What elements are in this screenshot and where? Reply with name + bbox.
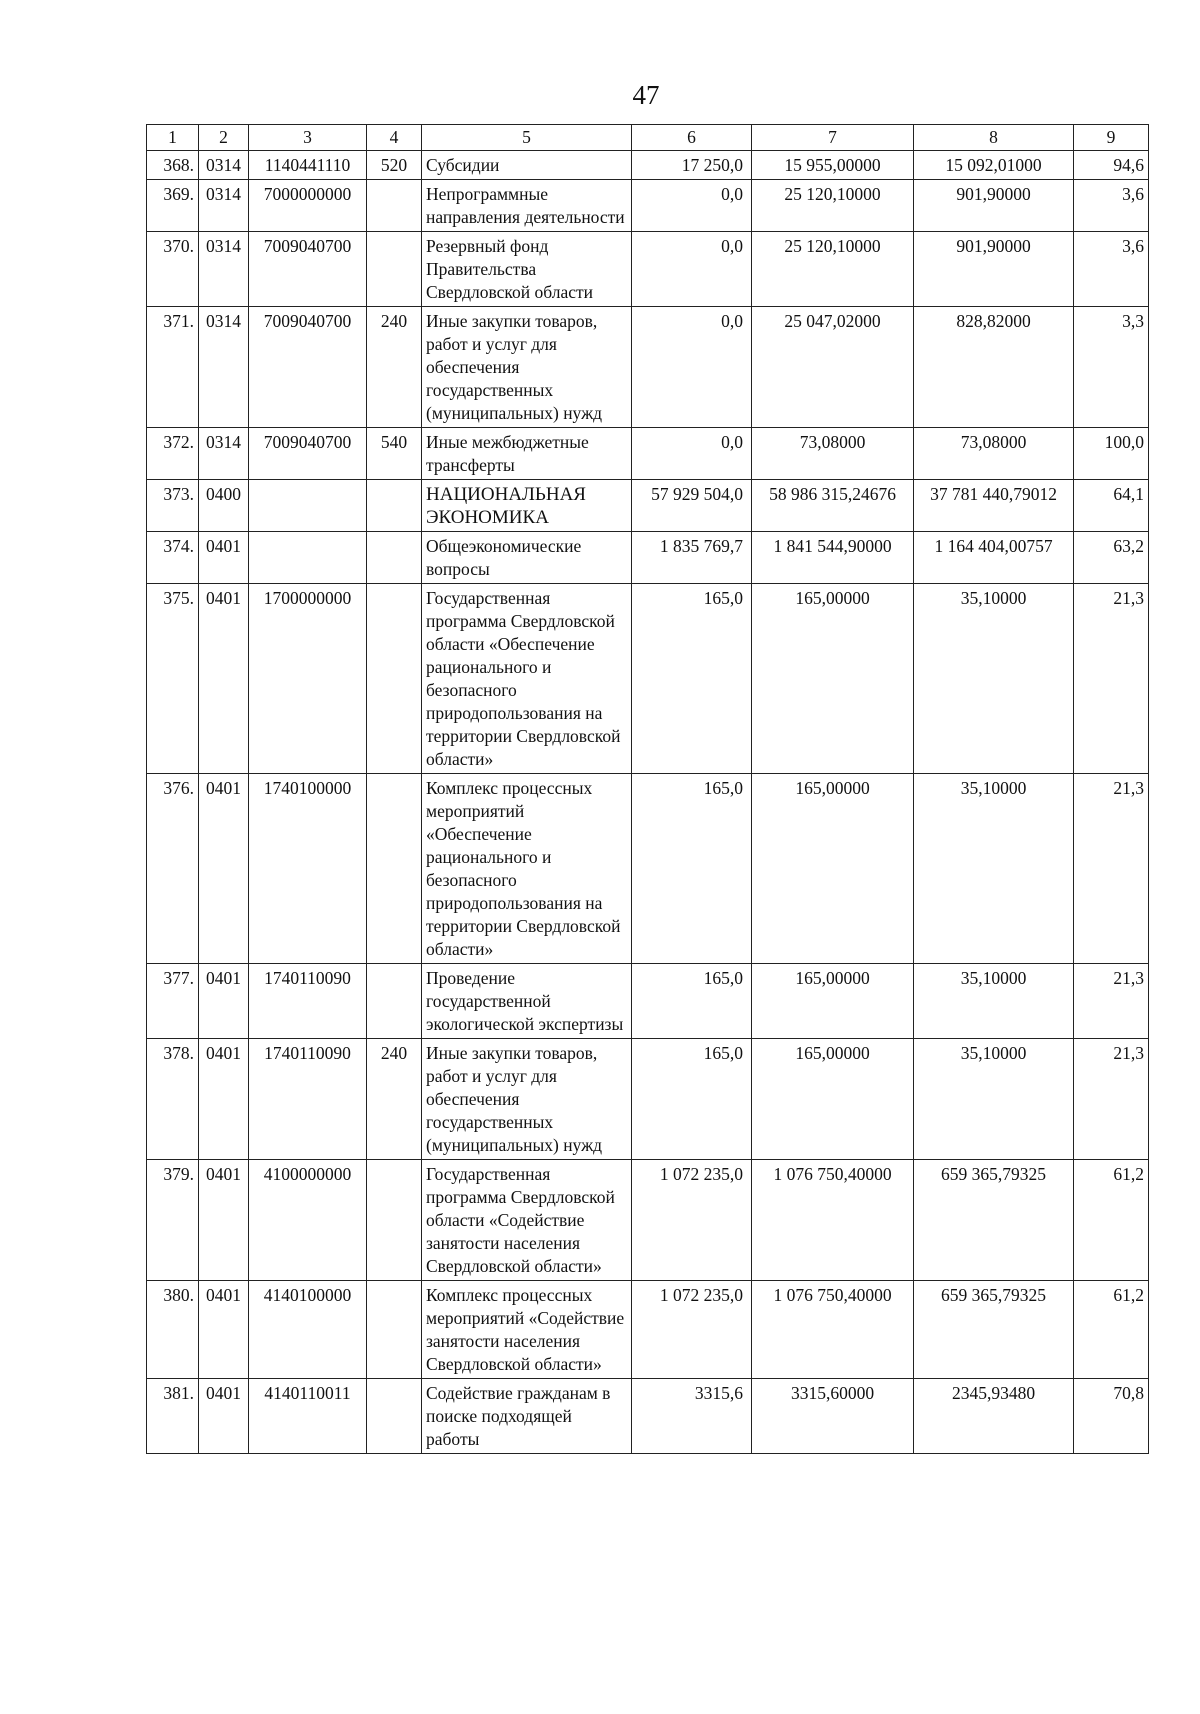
target-article-code-cell xyxy=(249,532,367,584)
execution-percent-cell: 21,3 xyxy=(1074,1039,1149,1160)
table-row xyxy=(147,232,1149,307)
table-row xyxy=(147,307,1149,428)
expense-type-code-cell xyxy=(367,1379,422,1454)
row-number-cell: 372. xyxy=(147,428,199,480)
table-row xyxy=(147,584,1149,774)
item-name-cell: Иные закупки товаров, работ и услуг для обеспечения государственных (муниципальных) нужд xyxy=(422,307,632,428)
revised-amount-cell: 165,00000 xyxy=(752,774,914,964)
section-code-cell: 0401 xyxy=(199,1379,249,1454)
row-number-cell: 380. xyxy=(147,1281,199,1379)
target-article-code-cell: 7009040700 xyxy=(249,307,367,428)
revised-amount-cell: 165,00000 xyxy=(752,964,914,1039)
revised-amount-cell: 73,08000 xyxy=(752,428,914,480)
table-row xyxy=(147,1039,1149,1160)
section-code-cell: 0401 xyxy=(199,532,249,584)
header-cell-4: 4 xyxy=(367,125,422,151)
revised-amount-cell: 25 120,10000 xyxy=(752,232,914,307)
expense-type-code-cell: 540 xyxy=(367,428,422,480)
executed-amount-cell: 73,08000 xyxy=(914,428,1074,480)
item-name-cell: Содействие гражданам в поиске подходящей работы xyxy=(422,1379,632,1454)
executed-amount-cell: 35,10000 xyxy=(914,1039,1074,1160)
table-row xyxy=(147,1281,1149,1379)
approved-amount-cell: 57 929 504,0 xyxy=(632,480,752,532)
item-name-cell: Государственная программа Свердловской области «Содействие занятости населения Свердловской области» xyxy=(422,1160,632,1281)
execution-percent-cell: 70,8 xyxy=(1074,1379,1149,1454)
item-name-cell: НАЦИОНАЛЬНАЯ ЭКОНОМИКА xyxy=(422,480,632,532)
item-name-cell: Проведение государственной экологической экспертизы xyxy=(422,964,632,1039)
expense-type-code-cell xyxy=(367,964,422,1039)
approved-amount-cell: 3315,6 xyxy=(632,1379,752,1454)
header-cell-6: 6 xyxy=(632,125,752,151)
execution-percent-cell: 3,6 xyxy=(1074,180,1149,232)
table-row xyxy=(147,532,1149,584)
target-article-code-cell: 1700000000 xyxy=(249,584,367,774)
execution-percent-cell: 61,2 xyxy=(1074,1160,1149,1281)
expense-type-code-cell: 520 xyxy=(367,151,422,180)
approved-amount-cell: 165,0 xyxy=(632,964,752,1039)
table-row xyxy=(147,1160,1149,1281)
revised-amount-cell: 25 120,10000 xyxy=(752,180,914,232)
row-number-cell: 379. xyxy=(147,1160,199,1281)
target-article-code-cell xyxy=(249,480,367,532)
item-name-cell: Комплекс процессных мероприятий «Содействие занятости населения Свердловской области» xyxy=(422,1281,632,1379)
header-cell-3: 3 xyxy=(249,125,367,151)
expense-type-code-cell xyxy=(367,584,422,774)
section-code-cell: 0314 xyxy=(199,151,249,180)
executed-amount-cell: 828,82000 xyxy=(914,307,1074,428)
execution-percent-cell: 3,3 xyxy=(1074,307,1149,428)
approved-amount-cell: 17 250,0 xyxy=(632,151,752,180)
row-number-cell: 381. xyxy=(147,1379,199,1454)
item-name-cell: Общеэкономические вопросы xyxy=(422,532,632,584)
row-number-cell: 377. xyxy=(147,964,199,1039)
expense-type-code-cell xyxy=(367,774,422,964)
execution-percent-cell: 21,3 xyxy=(1074,774,1149,964)
table-row xyxy=(147,1379,1149,1454)
execution-percent-cell: 61,2 xyxy=(1074,1281,1149,1379)
executed-amount-cell: 659 365,79325 xyxy=(914,1281,1074,1379)
executed-amount-cell: 901,90000 xyxy=(914,232,1074,307)
header-cell-8: 8 xyxy=(914,125,1074,151)
execution-percent-cell: 21,3 xyxy=(1074,964,1149,1039)
executed-amount-cell: 35,10000 xyxy=(914,584,1074,774)
header-cell-1: 1 xyxy=(147,125,199,151)
target-article-code-cell: 4100000000 xyxy=(249,1160,367,1281)
expense-type-code-cell: 240 xyxy=(367,307,422,428)
expense-type-code-cell xyxy=(367,1281,422,1379)
table-row xyxy=(147,151,1149,180)
executed-amount-cell: 659 365,79325 xyxy=(914,1160,1074,1281)
execution-percent-cell: 21,3 xyxy=(1074,584,1149,774)
table-row xyxy=(147,480,1149,532)
expense-type-code-cell xyxy=(367,232,422,307)
item-name-cell: Государственная программа Свердловской области «Обеспечение рационального и безопасного природопользования на территории Свердловской области» xyxy=(422,584,632,774)
execution-percent-cell: 3,6 xyxy=(1074,232,1149,307)
item-name-cell: Резервный фонд Правительства Свердловской области xyxy=(422,232,632,307)
header-cell-7: 7 xyxy=(752,125,914,151)
row-number-cell: 375. xyxy=(147,584,199,774)
revised-amount-cell: 25 047,02000 xyxy=(752,307,914,428)
row-number-cell: 371. xyxy=(147,307,199,428)
revised-amount-cell: 165,00000 xyxy=(752,584,914,774)
table-row xyxy=(147,774,1149,964)
row-number-cell: 373. xyxy=(147,480,199,532)
table-row xyxy=(147,180,1149,232)
revised-amount-cell: 3315,60000 xyxy=(752,1379,914,1454)
revised-amount-cell: 1 076 750,40000 xyxy=(752,1281,914,1379)
execution-percent-cell: 94,6 xyxy=(1074,151,1149,180)
table-body xyxy=(147,125,1149,1454)
executed-amount-cell: 35,10000 xyxy=(914,774,1074,964)
expense-type-code-cell xyxy=(367,532,422,584)
section-code-cell: 0314 xyxy=(199,180,249,232)
section-code-cell: 0314 xyxy=(199,428,249,480)
expense-type-code-cell: 240 xyxy=(367,1039,422,1160)
revised-amount-cell: 1 841 544,90000 xyxy=(752,532,914,584)
row-number-cell: 376. xyxy=(147,774,199,964)
item-name-cell: Комплекс процессных мероприятий «Обеспечение рационального и безопасного природопользования на территории Свердловской области» xyxy=(422,774,632,964)
row-number-cell: 368. xyxy=(147,151,199,180)
approved-amount-cell: 0,0 xyxy=(632,307,752,428)
executed-amount-cell: 37 781 440,79012 xyxy=(914,480,1074,532)
approved-amount-cell: 165,0 xyxy=(632,774,752,964)
section-code-cell: 0401 xyxy=(199,1160,249,1281)
execution-percent-cell: 63,2 xyxy=(1074,532,1149,584)
table-row xyxy=(147,428,1149,480)
approved-amount-cell: 165,0 xyxy=(632,1039,752,1160)
header-cell-2: 2 xyxy=(199,125,249,151)
row-number-cell: 369. xyxy=(147,180,199,232)
target-article-code-cell: 7000000000 xyxy=(249,180,367,232)
executed-amount-cell: 1 164 404,00757 xyxy=(914,532,1074,584)
row-number-cell: 374. xyxy=(147,532,199,584)
page-number: 47 xyxy=(632,80,660,110)
row-number-cell: 370. xyxy=(147,232,199,307)
expense-type-code-cell xyxy=(367,1160,422,1281)
section-code-cell: 0401 xyxy=(199,1281,249,1379)
executed-amount-cell: 15 092,01000 xyxy=(914,151,1074,180)
approved-amount-cell: 0,0 xyxy=(632,428,752,480)
executed-amount-cell: 901,90000 xyxy=(914,180,1074,232)
target-article-code-cell: 1140441110 xyxy=(249,151,367,180)
section-code-cell: 0314 xyxy=(199,232,249,307)
approved-amount-cell: 0,0 xyxy=(632,180,752,232)
approved-amount-cell: 1 835 769,7 xyxy=(632,532,752,584)
target-article-code-cell: 1740110090 xyxy=(249,1039,367,1160)
table-row xyxy=(147,964,1149,1039)
revised-amount-cell: 15 955,00000 xyxy=(752,151,914,180)
expense-type-code-cell xyxy=(367,180,422,232)
section-code-cell: 0314 xyxy=(199,307,249,428)
execution-percent-cell: 100,0 xyxy=(1074,428,1149,480)
target-article-code-cell: 1740110090 xyxy=(249,964,367,1039)
approved-amount-cell: 0,0 xyxy=(632,232,752,307)
section-code-cell: 0401 xyxy=(199,584,249,774)
expense-type-code-cell xyxy=(367,480,422,532)
section-code-cell: 0401 xyxy=(199,1039,249,1160)
execution-percent-cell: 64,1 xyxy=(1074,480,1149,532)
budget-table xyxy=(146,124,1149,1454)
header-cell-9: 9 xyxy=(1074,125,1149,151)
revised-amount-cell: 165,00000 xyxy=(752,1039,914,1160)
item-name-cell: Субсидии xyxy=(422,151,632,180)
header-cell-5: 5 xyxy=(422,125,632,151)
item-name-cell: Иные закупки товаров, работ и услуг для обеспечения государственных (муниципальных) нужд xyxy=(422,1039,632,1160)
row-number-cell: 378. xyxy=(147,1039,199,1160)
revised-amount-cell: 1 076 750,40000 xyxy=(752,1160,914,1281)
target-article-code-cell: 4140110011 xyxy=(249,1379,367,1454)
section-code-cell: 0401 xyxy=(199,964,249,1039)
item-name-cell: Иные межбюджетные трансферты xyxy=(422,428,632,480)
section-code-cell: 0401 xyxy=(199,774,249,964)
section-code-cell: 0400 xyxy=(199,480,249,532)
approved-amount-cell: 1 072 235,0 xyxy=(632,1160,752,1281)
target-article-code-cell: 7009040700 xyxy=(249,428,367,480)
executed-amount-cell: 35,10000 xyxy=(914,964,1074,1039)
target-article-code-cell: 1740100000 xyxy=(249,774,367,964)
item-name-cell: Непрограммные направления деятельности xyxy=(422,180,632,232)
target-article-code-cell: 7009040700 xyxy=(249,232,367,307)
target-article-code-cell: 4140100000 xyxy=(249,1281,367,1379)
approved-amount-cell: 165,0 xyxy=(632,584,752,774)
table-header-row xyxy=(147,125,1149,151)
executed-amount-cell: 2345,93480 xyxy=(914,1379,1074,1454)
approved-amount-cell: 1 072 235,0 xyxy=(632,1281,752,1379)
revised-amount-cell: 58 986 315,24676 xyxy=(752,480,914,532)
